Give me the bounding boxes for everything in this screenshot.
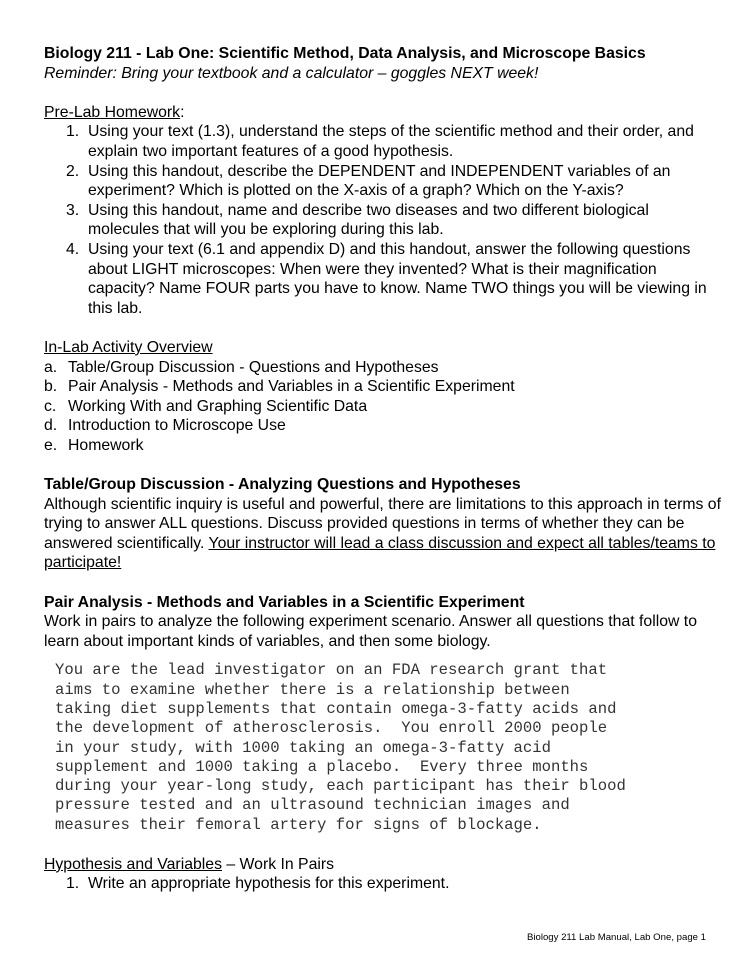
list-item: 1. Using your text (1.3), understand the steps of the scientific method and their order, and explain two important features of a good hypothesis.	[66, 123, 694, 160]
list-item: 4. Using your text (6.1 and appendix D) and this handout, answer the following questions about LIGHT microscopes: When were they invented? What is their magnification capacity? Name FOUR parts you have to know. Name TWO things you will be viewing in this lab.	[66, 240, 707, 317]
overview-list	[44, 358, 724, 456]
pair-body: Work in pairs to analyze the following experiment scenario. Answer all questions that follow to learn about important kinds of variables, and then some biology.	[44, 613, 697, 650]
list-item: d. Introduction to Microscope Use	[44, 417, 286, 435]
prelab-heading: Pre-Lab Homework	[44, 103, 181, 121]
pair-heading: Pair Analysis - Methods and Variables in a Scientific Experiment	[44, 593, 525, 611]
document-title: Biology 211 - Lab One: Scientific Method, Data Analysis, and Microscope Basics	[44, 45, 646, 62]
list-item: a. Table/Group Discussion - Questions and Hypotheses	[44, 358, 439, 376]
discussion-body: Although scientific inquiry is useful and powerful, there are limitations to this approach in terms of trying to answer ALL questions. Discuss provided questions in terms of whether they can be answered scientifically. Your instructor will lead a class discussion and expect all tables/teams to participate!	[44, 495, 721, 572]
prelab-list	[44, 122, 724, 318]
hypothesis-heading: Hypothesis and Variables	[44, 855, 222, 873]
prelab-heading-line: Pre-Lab Homework:	[44, 103, 185, 121]
document-page	[44, 44, 724, 894]
discussion-heading: Table/Group Discussion - Analyzing Questions and Hypotheses	[44, 476, 521, 494]
list-item: 1. Write an appropriate hypothesis for this experiment.	[66, 875, 450, 893]
page-footer: Biology 211 Lab Manual, Lab One, page 1	[526, 932, 706, 943]
reminder-text: Reminder: Bring your textbook and a calculator – goggles NEXT week!	[44, 64, 539, 82]
hypothesis-heading-line: Hypothesis and Variables – Work In Pairs	[44, 855, 335, 873]
list-item: 3. Using this handout, name and describe two diseases and two different biological molecules that will you be exploring during this lab.	[66, 201, 649, 239]
list-item: e. Homework	[44, 436, 144, 454]
experiment-scenario: You are the lead investigator on an FDA research grant that aims to examine whether there is a relationship between taking diet supplements that contain omega-3-fatty acids and the development of atherosclerosis. You enroll 2000 people in your study, with 1000 taking an omega-3-fatty acid supplement and 1000 taking a placebo. Every three months during your year-long study, each participant has their blood pressure tested and an ultrasound technician images and measures their femoral artery for signs of blockage.	[55, 661, 626, 834]
list-item: b. Pair Analysis - Methods and Variables in a Scientific Experiment	[44, 378, 515, 396]
list-item: 2. Using this handout, describe the DEPENDENT and INDEPENDENT variables of an experiment? Which is plotted on the X-axis of a graph? Which on the Y-axis?	[66, 162, 671, 200]
list-item: c. Working With and Graphing Scientific Data	[44, 397, 368, 415]
overview-heading: In-Lab Activity Overview	[44, 338, 213, 356]
hypothesis-list	[44, 874, 724, 894]
